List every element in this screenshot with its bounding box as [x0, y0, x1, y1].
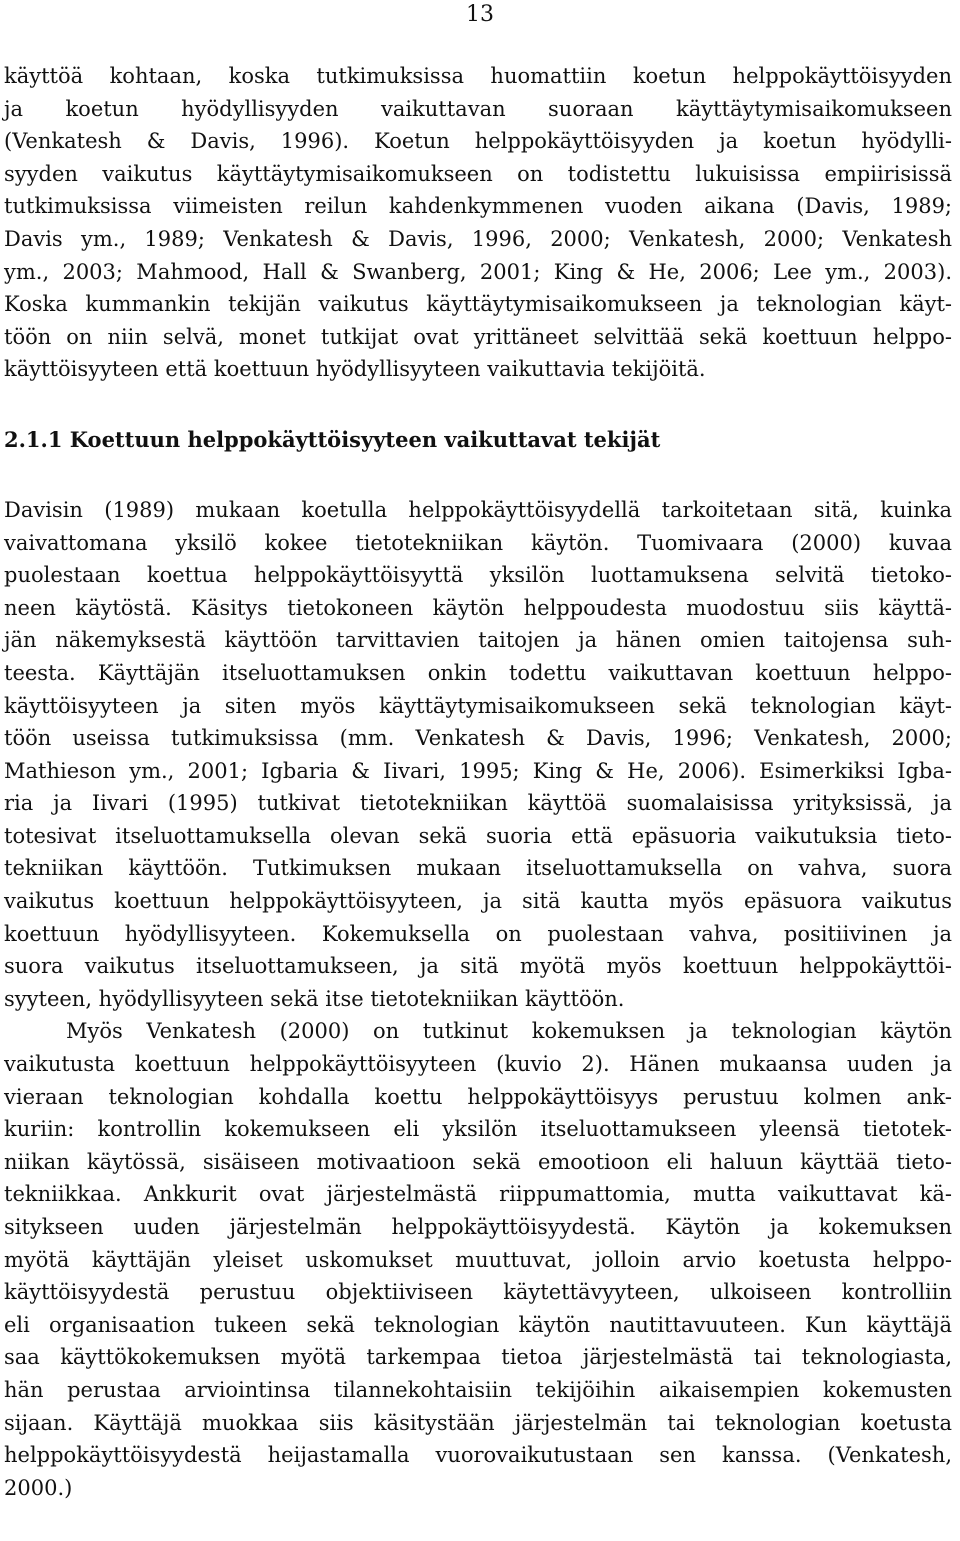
text-line: eli organisaation tukeen sekä teknologian käytön nautittavuuteen. Kun käyttäjä — [4, 1312, 952, 1337]
section-heading: 2.1.1 Koettuun helppokäyttöisyyteen vaikuttavat tekijät — [4, 426, 661, 452]
text-line: syyteen, hyödyllisyyteen sekä itse tietotekniikan käyttöön. — [4, 986, 625, 1011]
text-line: käyttöisyyteen että koettuun hyödyllisyyteen vaikuttavia tekijöitä. — [4, 357, 706, 382]
paragraph-intro — [4, 60, 952, 386]
text-line: käyttöisyydestä perustuu objektiiviseen käytettävyyteen, ulkoiseen kontrolliin — [4, 1280, 952, 1305]
text-line: tutkimuksissa viimeisten reilun kahdenkymmenen vuoden aikana (Davis, 1989; — [4, 194, 952, 219]
text-line: hän perustaa arviointinsa tilannekohtaisiin tekijöihin aikaisempien kokemusten — [4, 1377, 952, 1402]
text-line: helppokäyttöisyydestä heijastamalla vuorovaikutustaan sen kanssa. (Venkatesh, — [4, 1443, 952, 1468]
text-line: käyttöä kohtaan, koska tutkimuksissa huomattiin koetun helppokäyttöisyyden — [4, 64, 952, 88]
paragraph-davis — [4, 494, 952, 1016]
text-line: käyttöisyyteen ja siten myös käyttäytymisaikomukseen sekä teknologian käyt- — [4, 693, 952, 718]
text-line: 2000.) — [4, 1475, 73, 1500]
text-line: Davisin (1989) mukaan koetulla helppokäyttöisyydellä tarkoitetaan sitä, kuinka — [4, 497, 952, 522]
text-line: ria ja Iivari (1995) tutkivat tietotekniikan käyttöä suomalaisissa yrityksissä, ja — [4, 791, 952, 816]
text-line: Myös Venkatesh (2000) on tutkinut kokemuksen ja teknologian käytön — [66, 1019, 952, 1044]
text-line: (Venkatesh & Davis, 1996). Koetun helppokäyttöisyyden ja koetun hyödylli- — [4, 129, 952, 154]
text-line: jän näkemyksestä käyttöön tarvittavien taitojen ja hänen omien taitojensa suh- — [4, 628, 952, 653]
text-line: kuriin: kontrollin kokemukseen eli yksilön itseluottamukseen yleensä tietotek- — [4, 1117, 952, 1142]
text-line: tekniikkaa. Ankkurit ovat järjestelmästä riippumattomia, mutta vaikuttavat kä- — [4, 1182, 952, 1207]
text-line: syyden vaikutus käyttäytymisaikomukseen on todistettu lukuisissa empiirisissä — [4, 161, 952, 186]
text-line: totesivat itseluottamuksella olevan sekä suoria että epäsuoria vaikutuksia tieto- — [4, 823, 952, 848]
text-line: vaikutus koettuun helppokäyttöisyyteen, ja sitä kautta myös epäsuora vaikutus — [4, 889, 952, 914]
text-line: Koska kummankin tekijän vaikutus käyttäytymisaikomukseen ja teknologian käyt- — [4, 292, 952, 317]
text-line: myötä käyttäjän yleiset uskomukset muuttuvat, jolloin arvio koetusta helppo- — [4, 1247, 952, 1272]
text-line: Davis ym., 1989; Venkatesh & Davis, 1996, 2000; Venkatesh, 2000; Venkatesh — [4, 226, 952, 251]
paragraph-venkatesh — [4, 1015, 952, 1504]
text-line: vieraan teknologian kohdalla koettu helppokäyttöisyys perustuu kolmen ank- — [4, 1084, 952, 1109]
text-line: vaikutusta koettuun helppokäyttöisyyteen (kuvio 2). Hänen mukaansa uuden ja — [4, 1052, 952, 1077]
page-number: 13 — [466, 2, 494, 27]
text-line: töön on niin selvä, monet tutkijat ovat yrittäneet selvittää sekä koettuun helppo- — [4, 324, 952, 349]
text-line: töön useissa tutkimuksissa (mm. Venkatesh & Davis, 1996; Venkatesh, 2000; — [4, 726, 952, 751]
text-line: tekniikan käyttöön. Tutkimuksen mukaan itseluottamuksella on vahva, suora — [4, 856, 952, 881]
text-line: suora vaikutus itseluottamukseen, ja sitä myötä myös koettuun helppokäyttöi- — [4, 954, 952, 979]
text-line: ja koetun hyödyllisyyden vaikuttavan suoraan käyttäytymisaikomukseen — [4, 96, 952, 121]
text-line: vaivattomana yksilö kokee tietotekniikan käytön. Tuomivaara (2000) kuvaa — [4, 530, 952, 555]
text-line: koettuun hyödyllisyyteen. Kokemuksella on puolestaan vahva, positiivinen ja — [4, 921, 952, 946]
text-line: Mathieson ym., 2001; Igbaria & Iivari, 1995; King & He, 2006). Esimerkiksi Igba- — [4, 758, 952, 783]
text-line: saa käyttökokemuksen myötä tarkempaa tietoa järjestelmästä tai teknologiasta, — [4, 1345, 952, 1370]
text-line: teesta. Käyttäjän itseluottamuksen onkin todettu vaikuttavan koettuun helppo- — [4, 660, 952, 685]
text-line: sijaan. Käyttäjä muokkaa siis käsitystään järjestelmän tai teknologian koetusta — [4, 1410, 952, 1435]
text-line: neen käytöstä. Käsitys tietokoneen käytön helppoudesta muodostuu siis käyttä- — [4, 595, 952, 620]
text-line: niikan käytössä, sisäiseen motivaatioon sekä emootioon eli haluun käyttää tieto- — [4, 1149, 952, 1174]
page-content — [4, 60, 952, 1504]
text-line: sitykseen uuden järjestelmän helppokäyttöisyydestä. Käytön ja kokemuksen — [4, 1215, 952, 1239]
text-line: ym., 2003; Mahmood, Hall & Swanberg, 2001; King & He, 2006; Lee ym., 2003). — [4, 259, 952, 284]
text-line: puolestaan koettua helppokäyttöisyyttä yksilön luottamuksena selvitä tietoko- — [4, 563, 952, 588]
